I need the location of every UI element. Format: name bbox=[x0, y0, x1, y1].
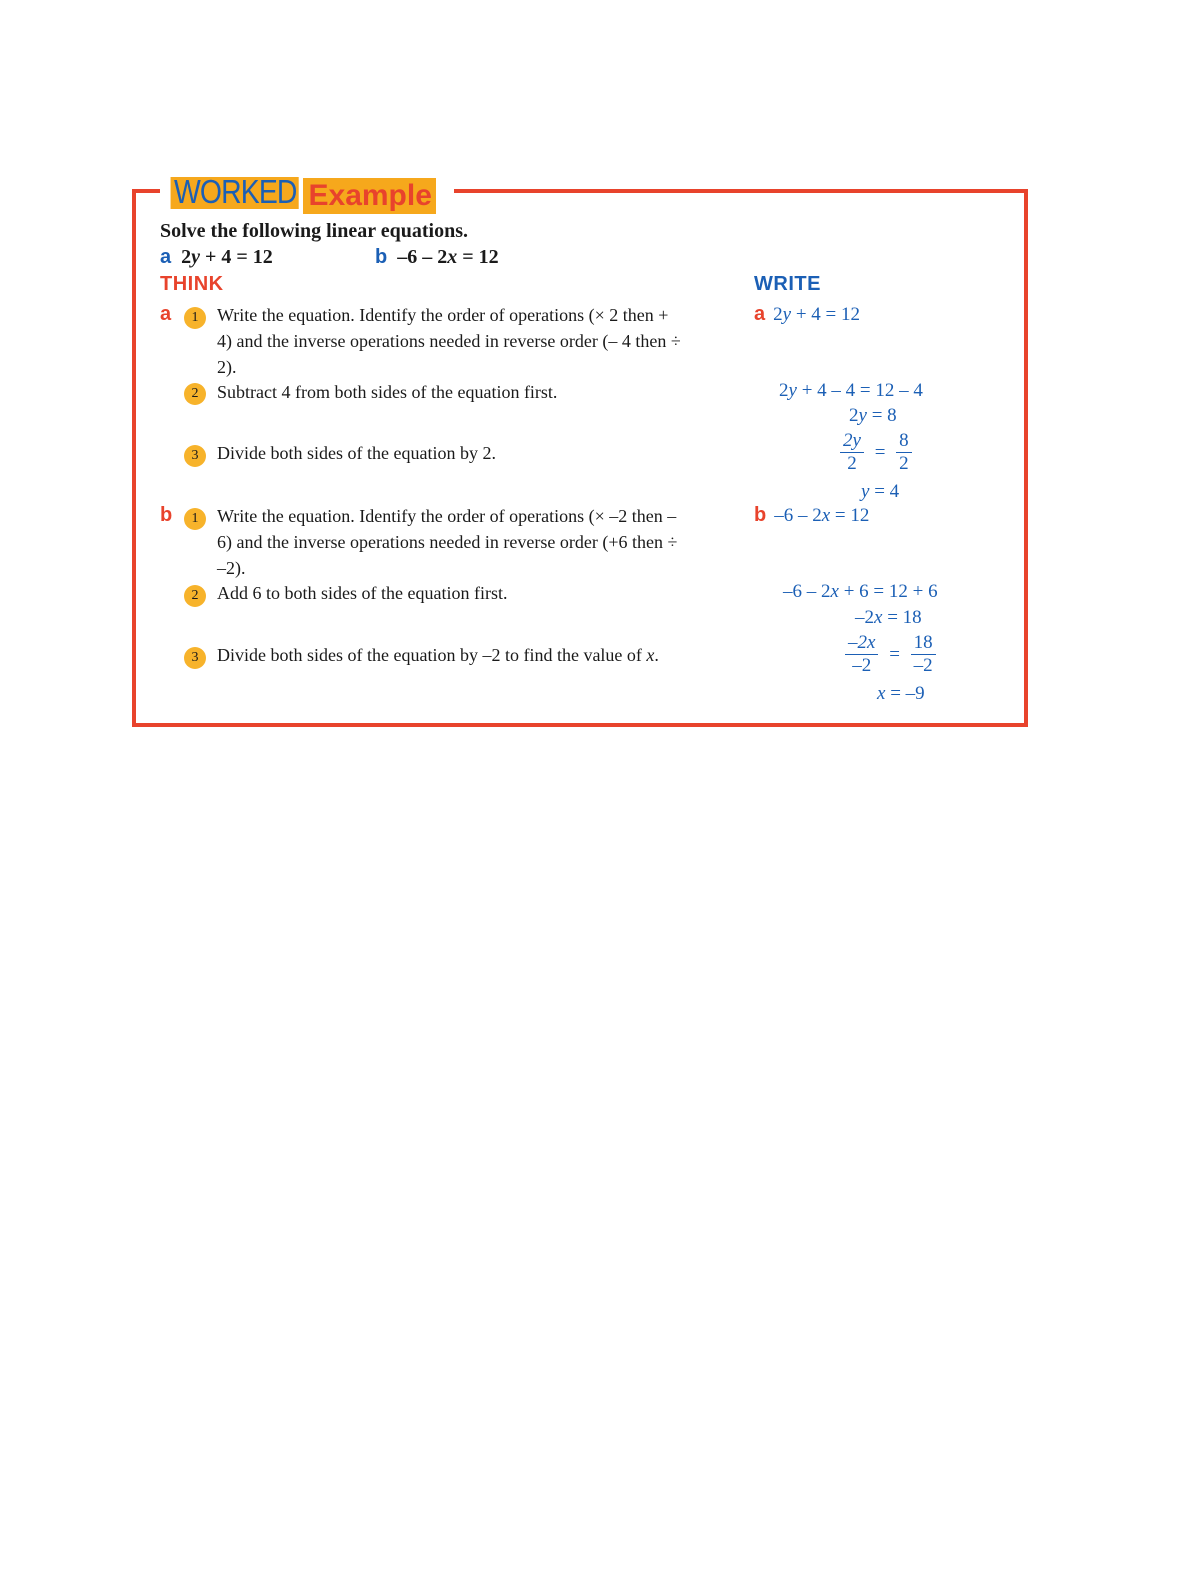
write-a-eq1-pre: 2 bbox=[773, 304, 783, 325]
write-b-frac-left bbox=[845, 632, 878, 677]
banner-example-text: Example bbox=[303, 178, 436, 214]
question-b-var: x bbox=[447, 246, 458, 268]
write-a-frac-right bbox=[896, 430, 912, 475]
write-b-letter: b bbox=[754, 504, 767, 526]
write-b-eq1-pre: –6 – 2 bbox=[774, 505, 822, 526]
step-b1-badge: 1 bbox=[184, 508, 206, 530]
think-heading: THINK bbox=[160, 273, 224, 295]
write-a-eq3-pre: 2 bbox=[849, 405, 859, 426]
write-a-eq2-pre: 2 bbox=[779, 380, 789, 401]
write-b-frac-left-den: –2 bbox=[852, 655, 872, 676]
write-b-frac-right-num: 18 bbox=[911, 632, 936, 655]
step-b3-badge: 3 bbox=[184, 647, 206, 669]
write-b-eq3-var: x bbox=[874, 607, 883, 628]
write-b-frac-right bbox=[911, 632, 936, 677]
write-a-line-2 bbox=[779, 380, 923, 402]
question-b bbox=[375, 246, 499, 269]
write-a-frac-right-num: 8 bbox=[896, 430, 912, 453]
write-a-letter: a bbox=[754, 303, 766, 325]
write-b-line-1 bbox=[754, 504, 869, 527]
write-a-eq3-var: y bbox=[858, 405, 867, 426]
question-b-eq-pre: –6 – 2 bbox=[397, 246, 448, 268]
question-a-eq-pre: 2 bbox=[181, 246, 192, 268]
write-b-eq2-pre: –6 – 2 bbox=[783, 581, 831, 602]
step-a1-text: Write the equation. Identify the order of operations (× 2 then + 4) and the inverse operations needed in reverse order (– 4 then ÷ 2). bbox=[217, 305, 681, 377]
write-a-frac-equals: = bbox=[874, 441, 886, 463]
step-a1-badge: 1 bbox=[184, 307, 206, 329]
write-b-frac-left-num: –2x bbox=[848, 632, 876, 653]
question-a-var: y bbox=[191, 246, 201, 268]
write-a-eq1-var: y bbox=[782, 304, 792, 325]
write-b-eq5-var: x bbox=[877, 683, 886, 704]
write-a-eq2-var: y bbox=[788, 380, 797, 401]
question-b-letter: b bbox=[375, 246, 388, 268]
write-a-frac-left bbox=[840, 430, 864, 475]
write-b-eq3-pre: –2 bbox=[855, 607, 874, 628]
write-a-eq5-var: y bbox=[861, 481, 870, 502]
write-b-line-2 bbox=[783, 581, 938, 603]
write-a-eq2-post: + 4 – 4 = 12 – 4 bbox=[796, 380, 923, 401]
write-b-frac-right-den: –2 bbox=[913, 655, 933, 676]
write-b-fraction-line bbox=[845, 632, 936, 677]
problem-prompt: Solve the following linear equations. bbox=[160, 220, 468, 242]
write-b-frac-equals: = bbox=[889, 643, 900, 665]
banner-worked-text: WORKED bbox=[174, 173, 297, 210]
step-b2-text: Add 6 to both sides of the equation first. bbox=[217, 583, 508, 603]
step-a3-text: Divide both sides of the equation by 2. bbox=[217, 443, 496, 463]
step-a2-text: Subtract 4 from both sides of the equation first. bbox=[217, 382, 558, 402]
step-b1-text: Write the equation. Identify the order of operations (× –2 then –6) and the inverse operations needed in reverse order (+6 then ÷ –2). bbox=[217, 506, 678, 578]
question-a bbox=[160, 246, 273, 269]
write-a-frac-left-den: 2 bbox=[847, 453, 857, 474]
write-a-line-5 bbox=[861, 481, 899, 503]
write-b-eq2-post: + 6 = 12 + 6 bbox=[838, 581, 938, 602]
write-a-eq1-post: + 4 = 12 bbox=[791, 304, 860, 325]
write-heading: WRITE bbox=[754, 273, 821, 295]
write-a-line-3 bbox=[849, 405, 897, 427]
write-b-eq1-post: = 12 bbox=[830, 505, 870, 526]
write-b-eq2-var: x bbox=[830, 581, 839, 602]
write-b-line-3 bbox=[855, 607, 922, 629]
write-b-line-5 bbox=[877, 683, 925, 705]
write-a-line-1 bbox=[754, 303, 860, 326]
step-b3-text-post: . bbox=[654, 645, 659, 665]
write-b-eq1-var: x bbox=[821, 505, 831, 526]
write-a-eq3-post: = 8 bbox=[866, 405, 897, 426]
write-a-frac-right-den: 2 bbox=[899, 453, 909, 474]
step-a3-badge: 3 bbox=[184, 445, 206, 467]
write-a-frac-left-num: 2y bbox=[843, 430, 861, 451]
write-b-eq5-post: = –9 bbox=[885, 683, 925, 704]
part-b-letter: b bbox=[160, 504, 173, 526]
write-b-eq3-post: = 18 bbox=[882, 607, 922, 628]
part-a-letter: a bbox=[160, 303, 172, 325]
worked-example-banner bbox=[160, 168, 454, 216]
question-a-eq-post: + 4 = 12 bbox=[200, 246, 273, 268]
step-b3-text-pre: Divide both sides of the equation by –2 to find the value of bbox=[217, 645, 647, 665]
question-b-eq-post: = 12 bbox=[457, 246, 499, 268]
step-b2-badge: 2 bbox=[184, 585, 206, 607]
question-a-letter: a bbox=[160, 246, 172, 268]
write-a-eq5-post: = 4 bbox=[869, 481, 900, 502]
step-a2-badge: 2 bbox=[184, 383, 206, 405]
step-b3-text bbox=[217, 642, 687, 668]
step-b3-text-var: x bbox=[646, 645, 655, 665]
write-a-fraction-line bbox=[840, 430, 912, 475]
